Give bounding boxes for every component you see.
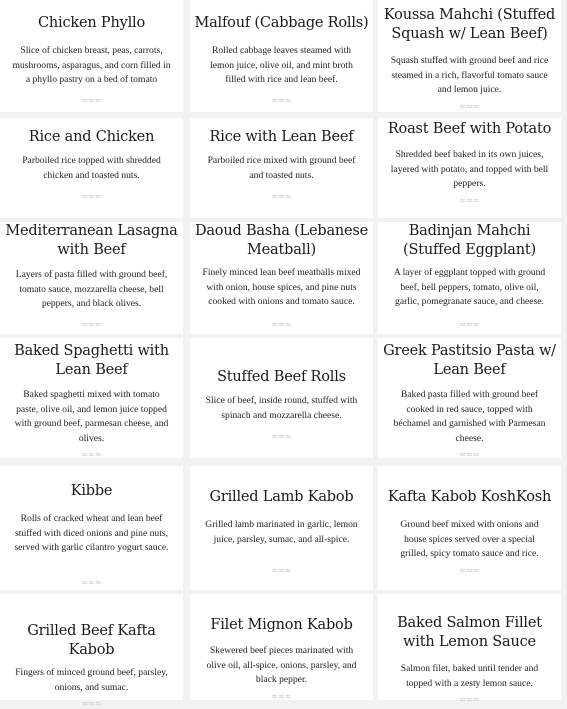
menu-item-title: Roast Beef with Potato [387,121,552,137]
menu-item-card [378,0,561,112]
divider-ornament-icon: ≈≈≈ [271,566,292,575]
menu-item-card [190,222,373,334]
menu-item-card [0,466,183,590]
divider-ornament-icon: ≈≈≈ [271,96,292,105]
menu-item-description: Rolls of cracked wheat and lean beef stuffed with diced onions and pine nuts, served with garlic cilantro yogurt sauce. [14,513,169,554]
menu-item-title: Baked Spaghetti with Lean Beef [14,343,169,378]
divider-ornament-icon: ≈≈≈ [459,102,480,111]
menu-item-description: Finely minced lean beef meatballs mixed with onion, house spices, and pine nuts cooked with onions and tomato sauce. [202,267,361,308]
menu-item-title: Grilled Lamb Kabob [209,489,354,505]
menu-item-description: Slice of chicken breast, peas, carrots, mushrooms, asparagus, and corn filled in a phyllo pastry on a bed of tomato [12,45,171,86]
menu-item-description: Parboiled rice topped with shredded chicken and toasted nuts. [22,155,161,181]
menu-item-title: Rice with Lean Beef [209,129,354,145]
menu-item-title: Stuffed Beef Rolls [217,369,346,385]
menu-item-title: Baked Salmon Fillet with Lemon Sauce [397,615,542,650]
menu-item-title: Filet Mignon Kabob [210,617,353,633]
menu-item-card [190,466,373,590]
menu-item-description: Baked spaghetti mixed with tomato paste, olive oil, and lemon juice topped with ground beef, parmesan cheese, and olives. [14,389,169,444]
menu-item-title: Daoud Basha (Lebanese Meatball) [194,223,369,258]
menu-item-title: Chicken Phyllo [38,15,145,31]
divider-ornament-icon: ≈≈≈ [459,450,480,459]
menu-item-description: Salmon filet, baked until tender and topped with a zesty lemon sauce. [400,663,539,689]
menu-item-card [0,0,183,112]
menu-item-card [190,118,373,218]
menu-item-description: Rolled cabbage leaves steamed with lemon juice, olive oil, and mint broth filled with rice and lean beef. [210,45,353,86]
menu-item-card [0,118,183,218]
menu-item-title: Koussa Mahchi (Stuffed Squash w/ Lean Beef) [383,7,556,42]
divider-ornament-icon: ≈≈≈ [271,692,292,701]
menu-item-description: Shredded beef baked in its own juices, layered with potato, and topped with bell peppers. [390,149,549,190]
menu-item-card [378,338,561,458]
menu-item-description: Squash stuffed with ground beef and rice steamed in a rich, flavorful tomato sauce and lemon juice. [390,55,549,96]
menu-item-title: Badinjan Mahchi (Stuffed Eggplant) [403,223,536,258]
menu-item-card [378,222,561,334]
divider-ornament-icon: ≈≈≈ [459,566,480,575]
divider-ornament-icon: ≈≈≈ [81,320,102,329]
menu-item-description: Parboiled rice mixed with ground beef and toasted nuts. [207,155,356,181]
menu-item-card [0,222,183,334]
divider-ornament-icon: ≈≈≈ [271,192,292,201]
menu-item-title: Kibbe [70,483,113,499]
menu-item-description: Slice of beef, inside round, stuffed with spinach and mozzarella cheese. [205,395,358,421]
divider-ornament-icon: ≈≈≈ [81,578,102,587]
menu-item-card [190,0,373,112]
divider-ornament-icon: ≈≈≈ [271,432,292,441]
menu-item-card [190,594,373,700]
divider-ornament-icon: ≈≈≈ [459,196,480,205]
menu-item-description: Skewered beef pieces marinated with olive oil, all-spice, onions, parsley, and black pepper. [206,645,357,686]
divider-ornament-icon: ≈≈≈ [81,96,102,105]
menu-item-description: Ground beef mixed with onions and house spices served over a special grilled, spicy tomato sauce and rice. [400,519,539,560]
menu-item-card [378,594,561,704]
menu-item-card [0,338,183,458]
divider-ornament-icon: ≈≈≈ [459,320,480,329]
divider-ornament-icon: ≈≈≈ [459,695,480,704]
menu-item-description: A layer of eggplant topped with ground beef, bell peppers, tomato, olive oil, garlic, pomegranate sauce, and cheese. [393,267,546,308]
menu-item-description: Fingers of minced ground beef, parsley, onions, and sumac. [15,667,168,693]
menu-item-description: Layers of pasta filled with ground beef, tomato sauce, mozzarella cheese, bell peppers, and black olives. [15,269,168,310]
menu-item-card [0,594,183,708]
menu-item-card [378,118,561,218]
menu-item-title: Malfouf (Cabbage Rolls) [194,15,369,31]
menu-item-title: Mediterranean Lasagna with Beef [5,223,178,258]
menu-item-title: Grilled Beef Kafta Kabob [27,623,156,658]
divider-ornament-icon: ≈≈≈ [81,699,102,708]
divider-ornament-icon: ≈≈≈ [271,320,292,329]
menu-item-title: Rice and Chicken [28,129,155,145]
menu-item-card [378,466,561,590]
menu-item-card [190,338,373,458]
divider-ornament-icon: ≈≈≈ [81,192,102,201]
menu-item-title: Greek Pastitsio Pasta w/ Lean Beef [383,343,556,378]
divider-ornament-icon: ≈≈≈ [81,450,102,459]
menu-item-description: Baked pasta filled with ground beef cooked in red sauce, topped with béchamel and garnished with Parmesan cheese. [393,389,546,444]
menu-item-description: Grilled lamb marinated in garlic, lemon juice, parsley, sumac, and all-spice. [205,519,358,545]
menu-item-title: Kafta Kabob KoshKosh [387,489,552,505]
